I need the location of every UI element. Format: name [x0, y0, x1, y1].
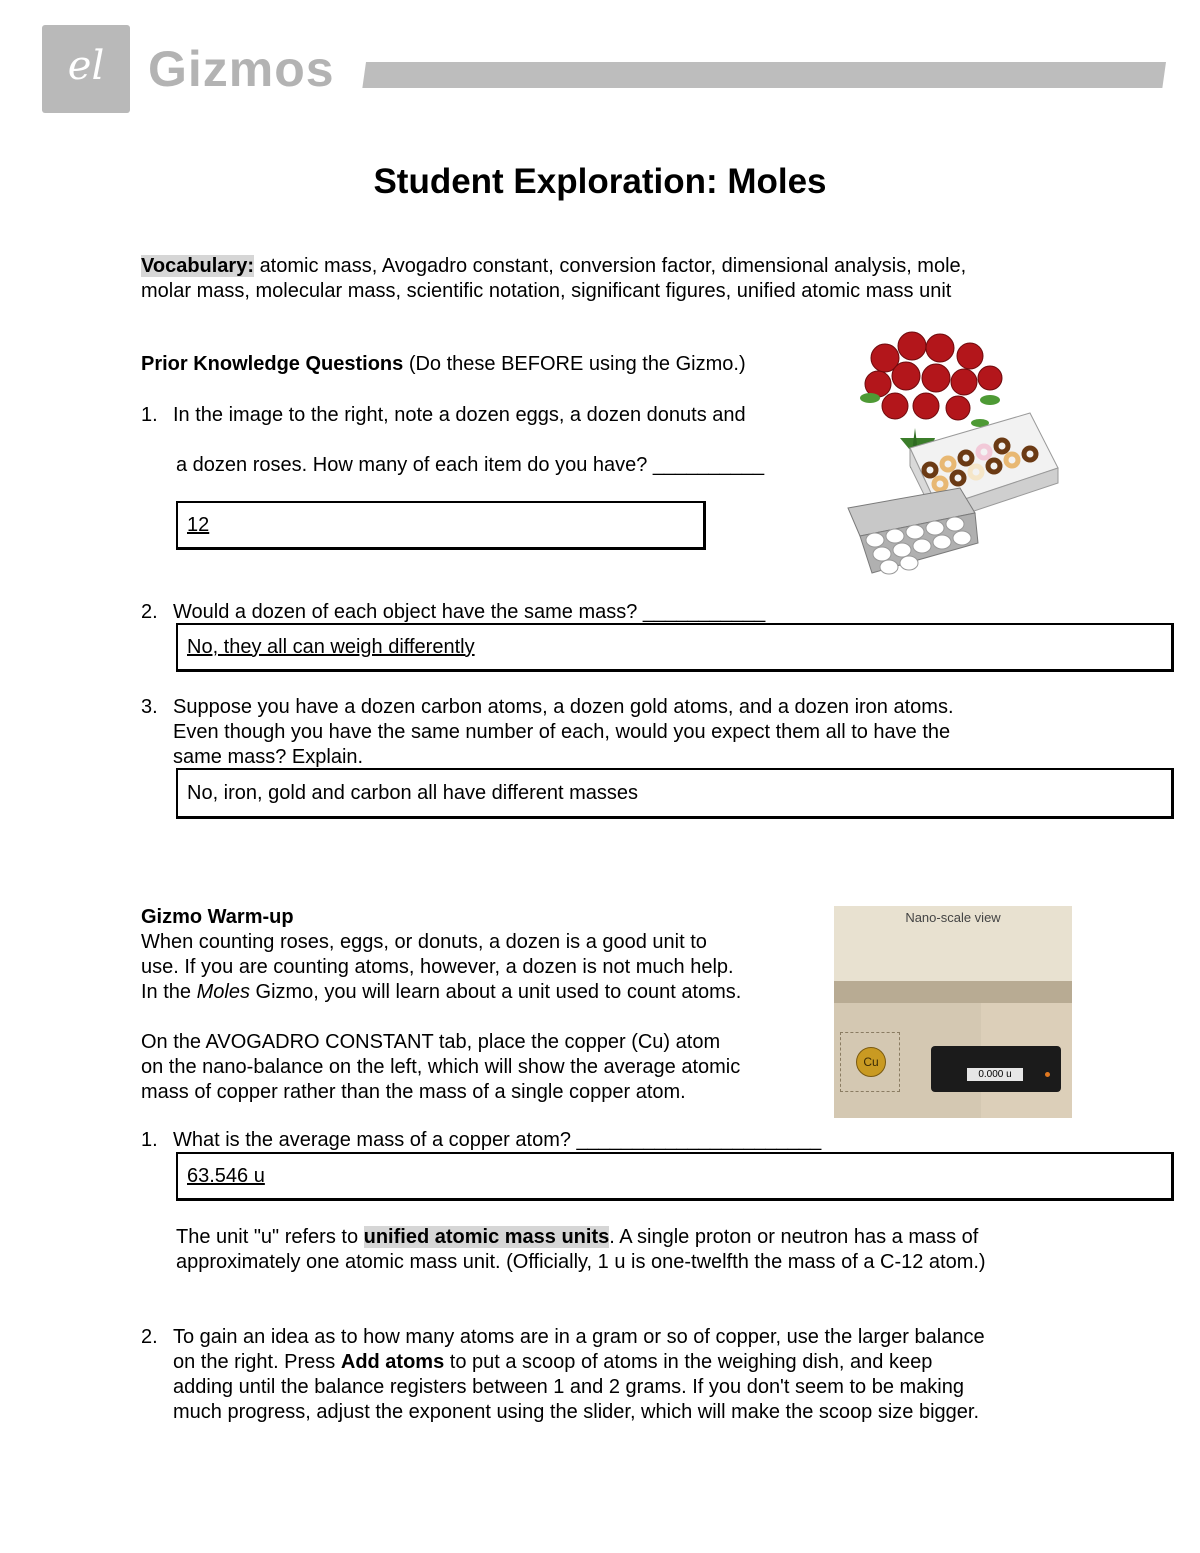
prior-q3-answer-box[interactable] [176, 768, 1174, 819]
prior-heading [141, 352, 746, 377]
balance-readout: 0.000 u [967, 1068, 1023, 1081]
vocabulary-line2: molar mass, molecular mass, scientific notation, significant figures, unified atomic mass unit [141, 280, 952, 302]
prior-q3-number: 3. [141, 696, 158, 718]
prior-heading-title: Prior Knowledge Questions [141, 353, 404, 375]
gizmos-logo [42, 25, 130, 113]
nano-balance [931, 1046, 1061, 1092]
warmup-q1-text: What is the average mass of a copper atom? ______________________ [173, 1129, 822, 1151]
warmup-q1-answer-box[interactable] [176, 1152, 1174, 1201]
prior-q1-line1 [141, 403, 746, 428]
atom-slot[interactable] [840, 1032, 900, 1092]
warmup-q2-number: 2. [141, 1326, 158, 1348]
prior-q2-answer-box[interactable] [176, 623, 1174, 672]
prior-q1-line2: a dozen roses. How many of each item do you have? __________ [176, 454, 765, 476]
prior-q3 [141, 695, 954, 770]
prior-q1-answer-box[interactable] [176, 501, 706, 550]
warmup-q1 [141, 1128, 821, 1153]
unit-note-term: unified atomic mass units [363, 1226, 610, 1248]
prior-heading-note: (Do these BEFORE using the Gizmo.) [408, 353, 746, 375]
prior-q3-line1: Suppose you have a dozen carbon atoms, a dozen gold atoms, and a dozen iron atoms. [173, 696, 954, 718]
warmup-p1-line1: When counting roses, eggs, or donuts, a dozen is a good unit to [141, 931, 707, 953]
warmup-q2-line2-pre: on the right. Press [173, 1351, 341, 1373]
warmup-q2-line2-post: to put a scoop of atoms in the weighing dish, and keep [444, 1351, 933, 1373]
brand-name: Gizmos [148, 41, 335, 97]
nano-view-title: Nano-scale view [905, 910, 1001, 925]
egg-carton [848, 488, 978, 574]
prior-q3-answer: No, iron, gold and carbon all have different masses [187, 781, 639, 804]
prior-q1-text: In the image to the right, note a dozen eggs, a dozen donuts and [173, 404, 746, 426]
vocabulary [141, 254, 1141, 304]
nano-scale-view [834, 906, 1072, 1118]
warmup-p2-line1: On the AVOGADRO CONSTANT tab, place the copper (Cu) atom [141, 1031, 721, 1053]
warmup-p1-line3-post: Gizmo, you will learn about a unit used to count atoms. [249, 981, 742, 1003]
unit-note [176, 1225, 986, 1275]
warmup-q1-answer: 63.546 u [187, 1164, 265, 1187]
prior-q2 [141, 600, 765, 625]
vocabulary-line1: atomic mass, Avogadro constant, conversion factor, dimensional analysis, mole, [259, 255, 967, 277]
logo-mark: el [67, 43, 105, 89]
prior-q2-number: 2. [141, 601, 158, 623]
prior-q1-answer: 12 [187, 513, 210, 536]
add-atoms-term: Add atoms [340, 1351, 445, 1373]
warmup-p2-line3: mass of copper rather than the mass of a single copper atom. [141, 1081, 686, 1103]
page-title: Student Exploration: Moles [373, 162, 827, 201]
header-bar [362, 62, 1166, 88]
prior-q3-line3: same mass? Explain. [173, 746, 364, 768]
warmup-q2-line1: To gain an idea as to how many atoms are in a gram or so of copper, use the larger balance [173, 1326, 985, 1348]
warmup-p2 [141, 1030, 740, 1105]
warmup-q2-line3: adding until the balance registers between 1 and 2 grams. If you don't seem to be making [173, 1376, 964, 1398]
vocabulary-label: Vocabulary: [141, 255, 254, 277]
prior-q2-text: Would a dozen of each object have the same mass? ___________ [173, 601, 766, 623]
prior-q3-line2: Even though you have the same number of each, would you expect them all to have the [173, 721, 951, 743]
warmup-heading: Gizmo Warm-up [141, 906, 294, 928]
warmup-p2-line2: on the nano-balance on the left, which will show the average atomic [141, 1056, 741, 1078]
unit-note-pre: The unit "u" refers to [176, 1226, 364, 1248]
warmup-q1-number: 1. [141, 1129, 158, 1151]
moles-gizmo-name: Moles [196, 981, 250, 1003]
unit-note-post: . A single proton or neutron has a mass of [609, 1226, 979, 1248]
unit-note-line2: approximately one atomic mass unit. (Officially, 1 u is one-twelfth the mass of a C-12 atom.) [176, 1251, 986, 1273]
dozen-items-illustration [840, 318, 1065, 588]
warmup-p1-line2: use. If you are counting atoms, however, a dozen is not much help. [141, 956, 734, 978]
copper-atom[interactable]: Cu [856, 1047, 886, 1077]
warmup-section [141, 905, 741, 1005]
warmup-q2-line4: much progress, adjust the exponent using the slider, which will make the scoop size bigger. [173, 1401, 979, 1423]
prior-q1-number: 1. [141, 404, 158, 426]
warmup-q2 [141, 1325, 985, 1425]
prior-q2-answer: No, they all can weigh differently [187, 635, 475, 658]
warmup-p1-line3-pre: In the [141, 981, 197, 1003]
